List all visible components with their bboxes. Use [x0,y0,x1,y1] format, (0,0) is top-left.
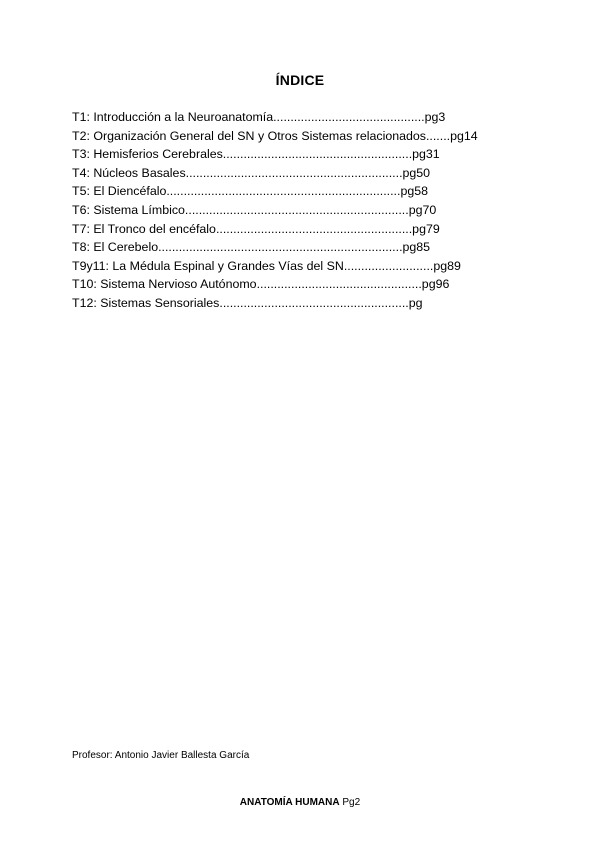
toc-entry-t4: T4: Núcleos Basales...............................................................pg50 [72,165,431,180]
footer-subject: ANATOMÍA HUMANA [239,797,340,808]
toc-entry-t8: T8: El Cerebelo.......................................................................pg85 [72,240,431,255]
toc-entry-t5: T5: El Diencéfalo....................................................................pg58 [72,184,429,199]
toc-entry-t6: T6: Sistema Límbico.................................................................pg70 [72,202,437,217]
toc-entry-t12: T12: Sistemas Sensoriales.......................................................pg [72,295,423,310]
toc-entry-t10: T10: Sistema Nervioso Autónomo................................................pg96 [72,277,450,292]
toc-entry-t9y11: T9y11: La Médula Espinal y Grandes Vías del SN..........................pg89 [72,258,461,273]
footer-page-number: Pg2 [342,797,361,808]
toc-entry-t7: T7: El Tronco del encéfalo.........................................................pg79 [72,221,440,236]
toc-entry-t3: T3: Hemisferios Cerebrales.......................................................pg31 [72,147,440,162]
toc-entry-t1: T1: Introducción a la Neuroanatomía............................................pg3 [72,110,446,124]
page-title: ÍNDICE [275,72,325,88]
toc-entry-t2: T2: Organización General del SN y Otros Sistemas relacionados.......pg14 [72,128,478,143]
page-footer [0,797,600,808]
table-of-contents [72,108,478,313]
professor-name: Profesor: Antonio Javier Ballesta García [72,750,250,761]
